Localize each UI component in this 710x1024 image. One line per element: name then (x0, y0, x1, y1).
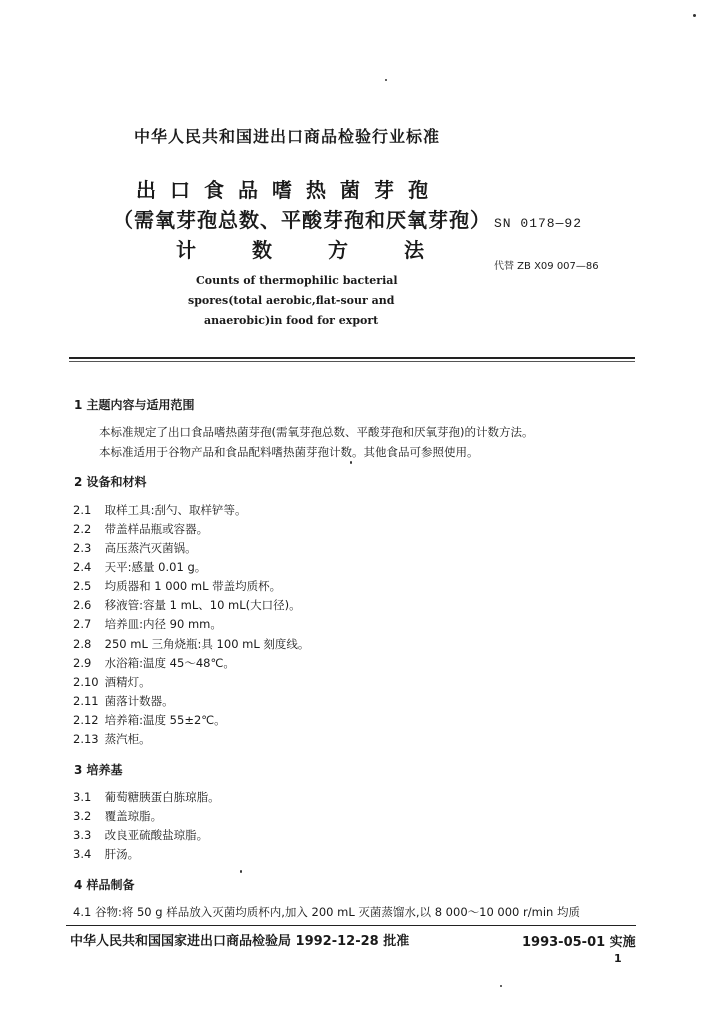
header-divider (69, 357, 635, 359)
header-divider-thin (69, 361, 635, 362)
page-number: 1 (614, 952, 622, 965)
list-item: 2.2 带盖样品瓶或容器。 (73, 522, 209, 536)
section-4-item-1: 4.1 谷物:将 50 g 样品放入灭菌均质杯内,加入 200 mL 灭菌蒸馏水,以 8 000～10 000 r/min 均质 (73, 905, 580, 919)
section-2-heading: 2 设备和材料 (74, 475, 147, 489)
section-3-heading: 3 培养基 (74, 763, 123, 777)
scan-speck (500, 985, 502, 987)
approval-line: 中华人民共和国国家进出口商品检验局 1992-12-28 批准 (70, 934, 410, 949)
section-1-heading: 1 主题内容与适用范围 (74, 398, 195, 412)
list-item: 2.3 高压蒸汽灭菌锅。 (73, 541, 197, 555)
list-item: 2.4 天平:感量 0.01 g。 (73, 560, 207, 574)
effective-date: 1993-05-01 实施 (522, 935, 636, 950)
title-line-1: 出口食品嗜热菌芽孢 (136, 178, 442, 202)
english-title-line-3: anaerobic)in food for export (204, 314, 379, 327)
list-item: 3.1 葡萄糖胰蛋白胨琼脂。 (73, 790, 220, 804)
list-item: 2.13 蒸汽柜。 (73, 732, 151, 746)
list-item: 2.12 培养箱:温度 55±2℃。 (73, 713, 226, 727)
list-item: 2.5 均质器和 1 000 mL 带盖均质杯。 (73, 579, 282, 593)
issuing-authority: 中华人民共和国进出口商品检验行业标准 (134, 127, 441, 146)
standard-code: SN 0178—92 (494, 216, 583, 231)
english-title-line-2: spores(total aerobic,flat-sour and (188, 294, 395, 307)
section-1-paragraph-2: 本标准适用于谷物产品和食品配料嗜热菌芽孢计数。其他食品可参照使用。 (99, 445, 479, 459)
list-item: 2.10 酒精灯。 (73, 675, 151, 689)
footer-divider (66, 925, 636, 926)
list-item: 3.3 改良亚硫酸盐琼脂。 (73, 828, 209, 842)
list-item: 2.6 移液管:容量 1 mL、10 mL(大口径)。 (73, 598, 301, 612)
scan-speck (240, 870, 242, 873)
list-item: 2.11 菌落计数器。 (73, 694, 174, 708)
title-line-2: （需氧芽孢总数、平酸芽孢和厌氧芽孢） (113, 208, 491, 232)
section-1-paragraph-1: 本标准规定了出口食品嗜热菌芽孢(需氧芽孢总数、平酸芽孢和厌氧芽孢)的计数方法。 (99, 425, 534, 439)
scan-speck (385, 79, 387, 81)
scan-speck (350, 461, 352, 464)
scan-speck (693, 14, 696, 17)
english-title-line-1: Counts of thermophilic bacterial (196, 274, 398, 287)
replaces-standard: 代替 ZB X09 007—86 (494, 261, 599, 272)
list-item: 2.1 取样工具:刮勺、取样铲等。 (73, 503, 247, 517)
list-item: 2.7 培养皿:内径 90 mm。 (73, 617, 222, 631)
list-item: 3.2 覆盖琼脂。 (73, 809, 163, 823)
list-item: 2.9 水浴箱:温度 45～48℃。 (73, 656, 235, 670)
list-item: 3.4 肝汤。 (73, 847, 140, 861)
title-line-3: 计数方法 (176, 238, 480, 262)
section-4-heading: 4 样品制备 (74, 878, 135, 892)
list-item: 2.8 250 mL 三角烧瓶:具 100 mL 刻度线。 (73, 637, 310, 651)
